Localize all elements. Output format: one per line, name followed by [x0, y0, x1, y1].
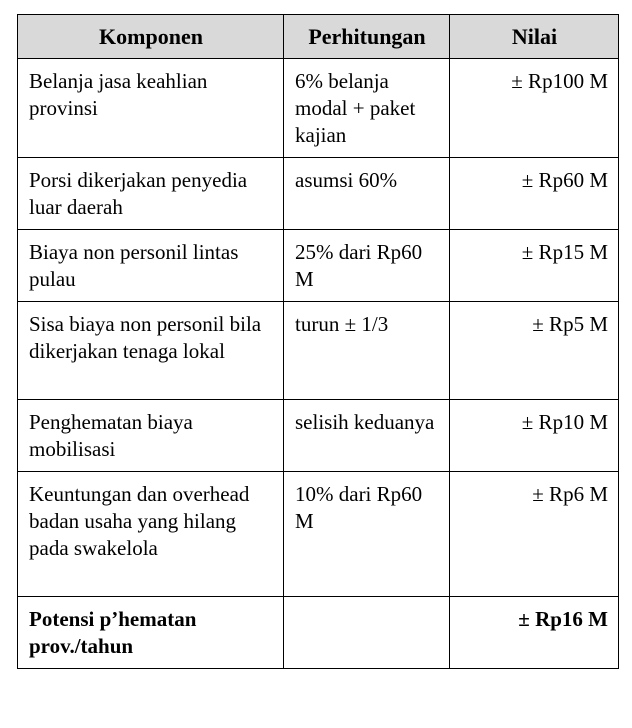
table-row	[18, 158, 619, 230]
total-nilai: ± Rp16 M	[450, 597, 619, 669]
header-perhitungan: Perhitungan	[284, 15, 450, 59]
cell-komponen: Penghematan biaya mobilisasi	[18, 400, 284, 472]
header-row	[18, 15, 619, 59]
cell-nilai: ± Rp10 M	[450, 400, 619, 472]
cell-perhitungan: asumsi 60%	[284, 158, 450, 230]
cell-perhitungan: selisih keduanya	[284, 400, 450, 472]
cell-nilai: ± Rp5 M	[450, 302, 619, 400]
cell-komponen: Porsi dikerjakan penyedia luar daerah	[18, 158, 284, 230]
cell-nilai: ± Rp100 M	[450, 59, 619, 158]
cell-nilai: ± Rp6 M	[450, 472, 619, 597]
cell-komponen: Biaya non personil lintas pulau	[18, 230, 284, 302]
header-nilai: Nilai	[450, 15, 619, 59]
cell-nilai: ± Rp15 M	[450, 230, 619, 302]
cell-perhitungan: 25% dari Rp60 M	[284, 230, 450, 302]
cell-komponen: Sisa biaya non personil bila dikerjakan tenaga lokal	[18, 302, 284, 400]
total-komponen: Potensi p’hematan prov./tahun	[18, 597, 284, 669]
cell-perhitungan: 10% dari Rp60 M	[284, 472, 450, 597]
table-row	[18, 302, 619, 400]
table-row	[18, 230, 619, 302]
cell-komponen: Keuntungan dan overhead badan usaha yang hilang pada swakelola	[18, 472, 284, 597]
cell-nilai: ± Rp60 M	[450, 158, 619, 230]
table-row	[18, 472, 619, 597]
header-komponen: Komponen	[18, 15, 284, 59]
cell-perhitungan: 6% belanja modal + paket kajian	[284, 59, 450, 158]
cell-perhitungan: turun ± 1/3	[284, 302, 450, 400]
table-row	[18, 59, 619, 158]
total-perhitungan	[284, 597, 450, 669]
cell-komponen: Belanja jasa keahlian provinsi	[18, 59, 284, 158]
savings-table	[17, 14, 619, 669]
total-row	[18, 597, 619, 669]
table-row	[18, 400, 619, 472]
